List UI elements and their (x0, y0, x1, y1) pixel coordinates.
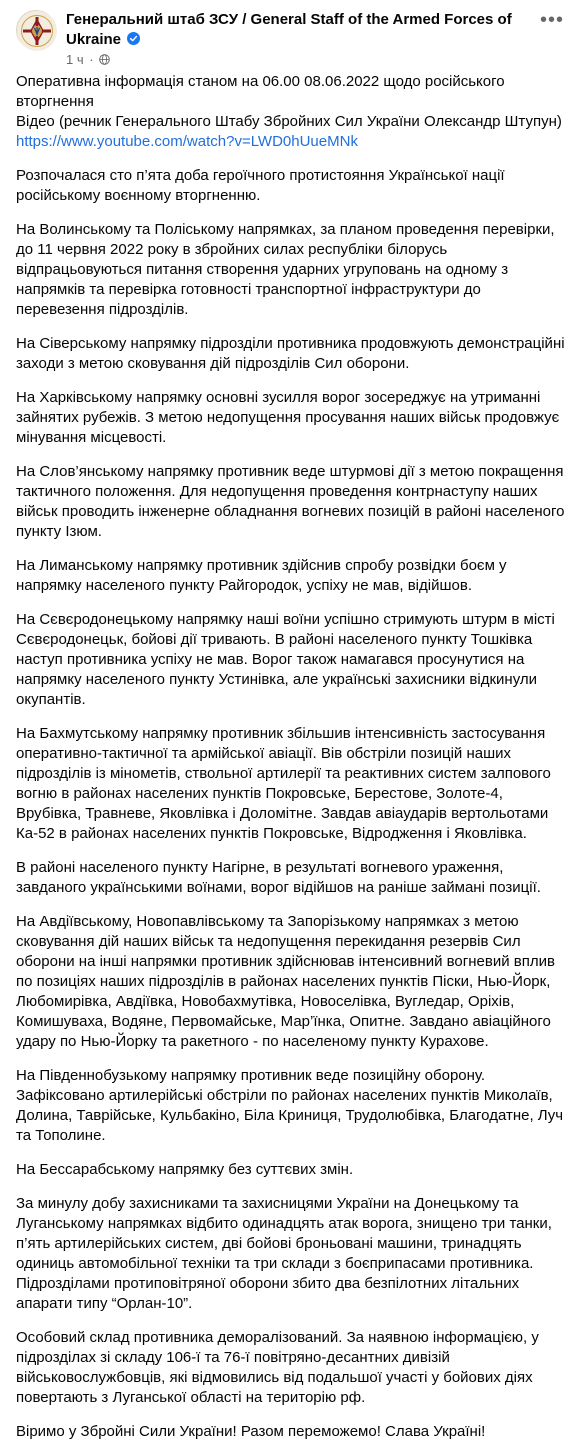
post-paragraph: На Сєвєродонецькому напрямку наші воїни успішно стримують штурм в місті Сєвєродонецьк, бойові дії тривають. В районі населеного пункту Тошківка наступ противника успіху не мав. Ворог також намагався просунутися на напрямку населеного пункту Устинівка, але українські захисники відкинули окупантів. (16, 611, 555, 708)
globe-icon (99, 54, 110, 65)
page-name[interactable] (66, 10, 524, 50)
post-paragraph: На Авдіївському, Новопавлівському та Запорізькому напрямках з метою сковування дій наших військ та недопущення перекидання резервів Сил оборони на інші напрямки противник здійснював інтенсивний вогневий вплив по позиціях наших підрозділів в районах населених пунктів Піски, Нью-Йорк, Любомирівка, Авдіївка, Новобахмутівка, Новоселівка, Вугледар, Оріхів, Комишуваха, Водяне, Первомайське, Мар’їнка, Опитне. Завдано авіаційного удару по Нью-Йорку та ракетного - по населеному пункту Курахове. (16, 913, 555, 1050)
page-avatar[interactable] (16, 10, 56, 50)
post-meta (66, 52, 524, 68)
more-options-button[interactable] (536, 9, 568, 36)
post-closing: Віримо у Збройні Сили України! Разом переможемо! Слава Україні! (16, 1423, 486, 1440)
post-paragraph: В районі населеного пункту Нагірне, в результаті вогневого ураження, завданого українськими воїнами, ворог відійшов на раніше займані позиції. (16, 859, 541, 896)
post-paragraph: На Південнобузькому напрямку противник веде позиційну оборону. Зафіксовано артилерійські обстріли по районах населених пунктів Миколаїв, Долина, Таврійське, Кульбакіно, Біла Криниця, Трудолюбівка, Благодатне, Луч та Тополине. (16, 1067, 564, 1144)
more-dots-icon: ••• (539, 9, 564, 31)
post-paragraph: За минулу добу захисниками та захисницями України на Донецькому та Луганському напрямках відбито одинадцять атак ворога, знищено три танки, п’ять артилерійських систем, дві бойові броньовані машини, тринадцять одиниць автомобільної техніки та три склади з боєприпасами противника. Підрозділами протиповітряної оборони збито два безпілотних літальних апарати типу “Орлан-10”. (16, 1195, 552, 1312)
post-paragraph: На Волинському та Поліському напрямках, за планом проведення перевірки, до 11 червня 2022 року в збройних силах республіки білорусь відпрацьовуються питання створення ударних угруповань на одному з напрямків та перевірка готовності транспортної інфраструктури до перевезення підрозділів. (16, 221, 555, 318)
video-link[interactable]: https://www.youtube.com/watch?v=LWD0hUueMNk (16, 133, 358, 150)
verified-badge-icon (127, 32, 140, 45)
post-paragraph: Розпочалася сто п’ята доба героїчного протистояння Української нації російському воєнному вторгненню. (16, 167, 505, 204)
post-paragraph: На Слов’янському напрямку противник веде штурмові дії з метою покращення тактичного положення. Для недопущення проведення контрнаступу наших військ проводить інженерне обладнання вогневих позицій в районі населеного пункту Ізюм. (16, 463, 565, 540)
post-title-block (66, 10, 524, 68)
meta-separator: · (89, 52, 94, 67)
post-paragraph: На Сіверському напрямку підрозділи противника продовжують демонстраційні заходи з метою сковування дій підрозділів Сил оборони. (16, 335, 565, 372)
page-name-text[interactable]: Генеральний штаб ЗСУ / General Staff of the Armed Forces of Ukraine (66, 11, 512, 48)
intro-line-1: Оперативна інформація станом на 06.00 08.06.2022 щодо російського вторгнення (16, 73, 505, 110)
post-body (16, 72, 568, 1442)
post-paragraph: На Бессарабському напрямку без суттєвих змін. (16, 1161, 354, 1178)
post-intro (16, 72, 568, 152)
post-paragraph: На Бахмутському напрямку противник збільшив інтенсивність застосування оперативно-тактичної та армійської авіації. Вів обстріли позицій наших підрозділів із мінометів, ствольної артилерії та реактивних систем залпового вогню в районах населених пунктів Покровське, Берестове, Золоте-4, Врубівка, Травневе, Яковлівка і Доломітне. Завдав авіаударів вертольотами Ка-52 в районах населених пунктів Покровське, Відродження і Яковлівка. (16, 725, 551, 842)
post-timestamp[interactable]: 1 ч (66, 52, 84, 67)
intro-line-2: Відео (речник Генерального Штабу Збройних Сил України Олександр Штупун) (16, 113, 562, 130)
post-paragraph: На Лиманському напрямку противник здійснив спробу розвідки боєм у напрямку населеного пункту Райгородок, успіху не мав, відійшов. (16, 557, 507, 594)
post-paragraph: Особовий склад противника деморалізований. За наявною інформацією, у підрозділах зі складу 106-ї та 76-ї повітряно-десантних дивізій військовослужбовців, які відмовились від подальшої участі у бойових діях повертають з Луганської області на територію рф. (16, 1329, 539, 1406)
post-header (16, 10, 568, 72)
post-paragraph: На Харківському напрямку основні зусилля ворог зосереджує на утриманні зайнятих рубежів. З метою недопущення просування наших військ продовжує мінування місцевості. (16, 389, 560, 446)
general-staff-emblem-icon (17, 11, 57, 51)
